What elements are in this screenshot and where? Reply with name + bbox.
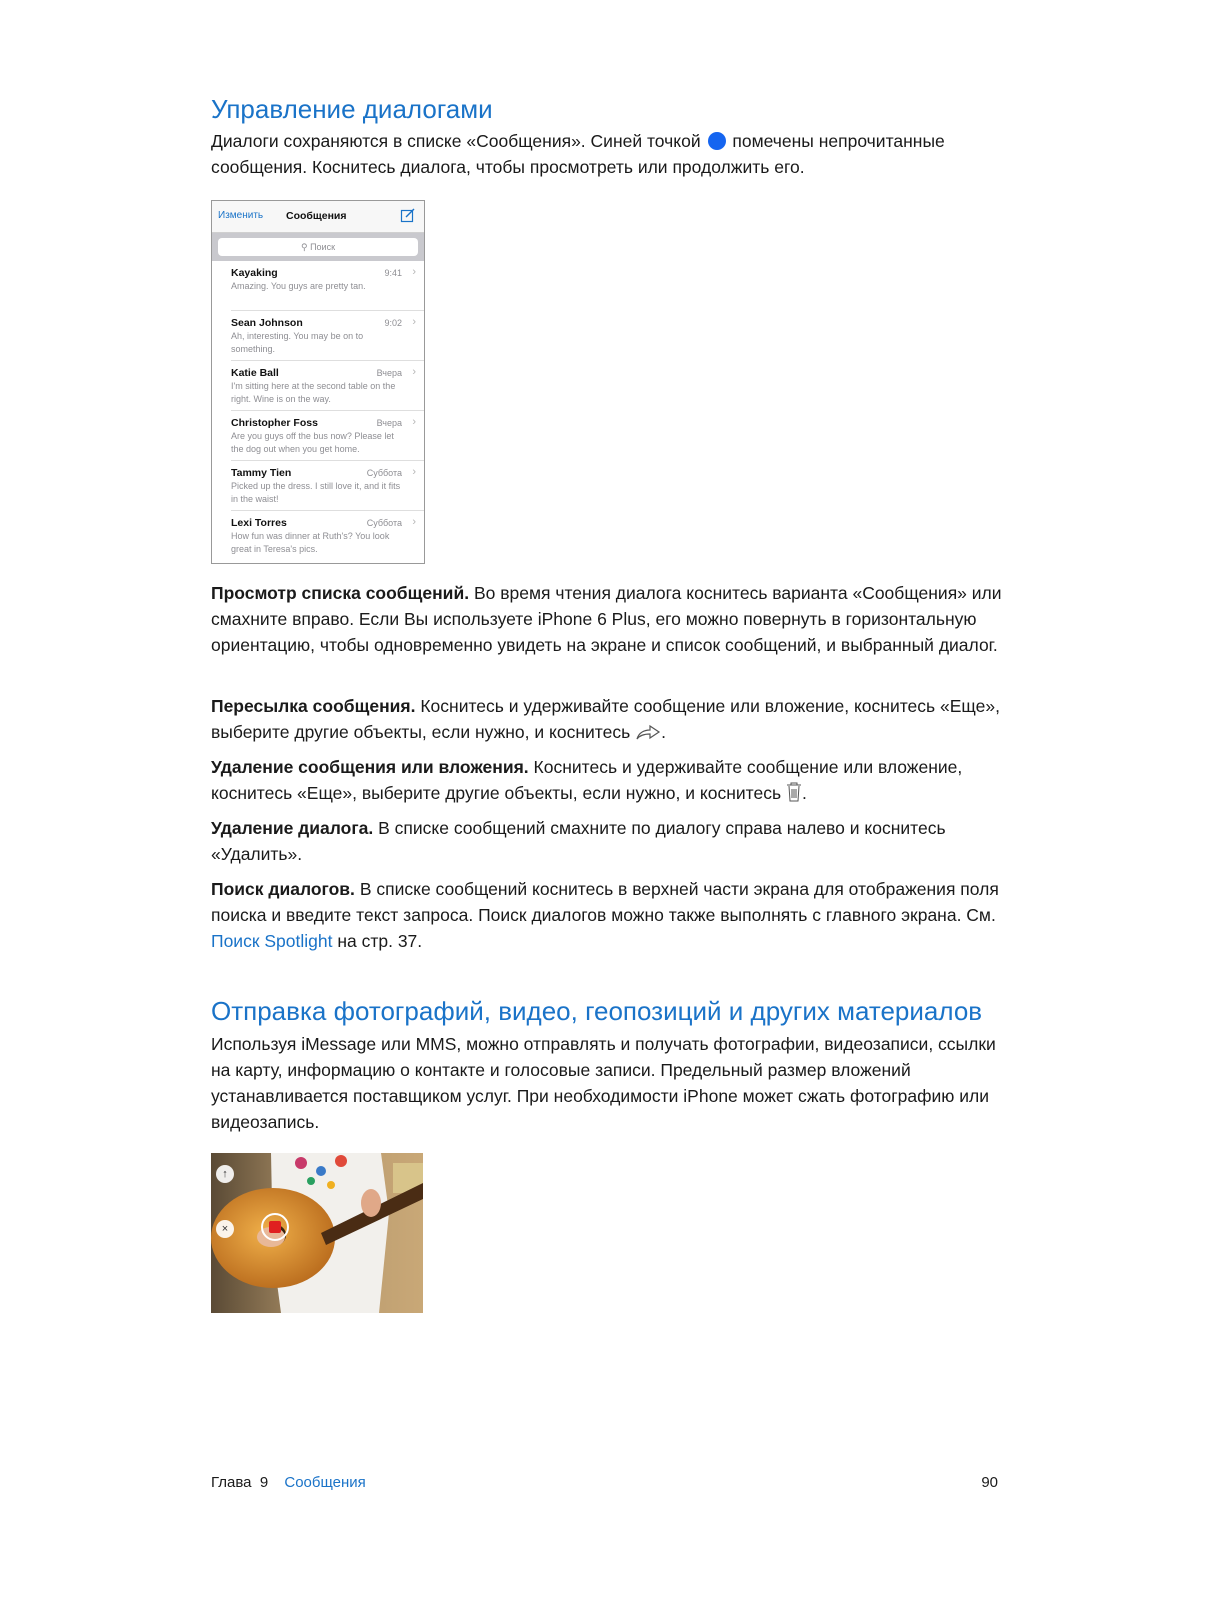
conversation-row[interactable]: [212, 261, 424, 311]
search-icon: ⚲: [300, 242, 308, 252]
section-title: Отправка фотографий, видео, геопозиций и других материалов: [211, 996, 983, 1026]
conversation-preview: Picked up the dress. I still love it, and it fits in the waist!: [231, 481, 401, 504]
conversation-time: Вчера: [376, 418, 402, 428]
trash-icon: [786, 781, 802, 803]
page-footer: [211, 1474, 366, 1491]
page-number: 90: [981, 1474, 998, 1491]
record-stop-icon: [269, 1221, 281, 1233]
chevron-right-icon: ›: [412, 416, 416, 428]
video-capture-photo: [211, 1153, 423, 1313]
footer-section-link[interactable]: Сообщения: [284, 1474, 366, 1491]
conversation-time: 9:02: [384, 318, 402, 328]
section-title: Управление диалогами: [211, 94, 493, 124]
chevron-right-icon: ›: [412, 516, 416, 528]
conversation-time: Суббота: [366, 468, 402, 478]
nav-bar: [212, 201, 424, 233]
conversation-row[interactable]: [212, 461, 424, 511]
conversation-row[interactable]: [212, 361, 424, 411]
unread-dot-icon: [708, 132, 726, 150]
conversation-row[interactable]: [212, 411, 424, 461]
conversation-preview: Amazing. You guys are pretty tan.: [231, 281, 366, 291]
conversation-name: Tammy Tien: [231, 467, 292, 479]
tip-delete-conversation: [211, 815, 1011, 867]
tip-tail: на стр. 37.: [337, 931, 423, 951]
conversation-row[interactable]: [212, 311, 424, 361]
conversation-preview: Ah, interesting. You may be on to something.: [231, 331, 364, 354]
section-paragraph: Используя iMessage или MMS, можно отправлять и получать фотографии, видеозаписи, ссылки на карту, информацию о контакте и голосовые записи. Предельный размер вложений устанавливается поставщиком услуг. При необходимости iPhone может сжать фотографию или видеозапись.: [211, 1034, 996, 1132]
messages-screenshot: [211, 200, 425, 564]
conversation-name: Kayaking: [231, 267, 278, 279]
search-input[interactable]: [218, 238, 418, 256]
footer-chapter: Глава 9: [211, 1474, 269, 1491]
conversation-name: Katie Ball: [231, 367, 279, 379]
edit-button[interactable]: Изменить: [218, 210, 264, 221]
chevron-right-icon: ›: [412, 466, 416, 478]
tip-lead: Удаление сообщения или вложения.: [211, 757, 529, 777]
conversation-row[interactable]: [212, 511, 424, 561]
conversation-time: 9:41: [384, 268, 402, 278]
conversation-preview: I'm sitting here at the second table on the right. Wine is on the way.: [231, 381, 396, 404]
conversation-name: Sean Johnson: [231, 317, 303, 329]
conversation-preview: Are you guys off the bus now? Please let the dog out when you get home.: [231, 431, 394, 454]
tip-lead: Пересылка сообщения.: [211, 696, 416, 716]
close-icon[interactable]: ×: [216, 1220, 234, 1238]
guitar-player-image: [211, 1153, 423, 1313]
tip-search: [211, 876, 1011, 954]
nav-title: Сообщения: [286, 210, 347, 222]
tip-forward: Пересылка сообщения. Коснитесь и удерживайте сообщение или вложение, коснитесь «Еще», выберите другие объекты, если нужно, и коснитесь .: [211, 696, 1000, 742]
conversation-name: Christopher Foss: [231, 417, 318, 429]
tip-text: В списке сообщений коснитесь в верхней части экрана для отображения поля поиска и введите текст запроса. Поиск диалогов можно также выполнять с главного экрана. См.: [211, 879, 999, 925]
tip-delete-message: Удаление сообщения или вложения. Коснитесь и удерживайте сообщение или вложение, коснитесь «Еще», выберите другие объекты, если нужно, и коснитесь .: [211, 757, 963, 803]
compose-icon[interactable]: [400, 207, 416, 223]
search-placeholder: Поиск: [310, 242, 336, 252]
chevron-right-icon: ›: [412, 366, 416, 378]
intro-text-after: помечены непрочитанные сообщения. Коснитесь диалога, чтобы просмотреть или продолжить его.: [211, 131, 945, 177]
tip-text: Во время чтения диалога коснитесь варианта «Сообщения» или смахните вправо. Если Вы используете iPhone 6 Plus, его можно повернуть в горизонтальную ориентацию, чтобы одновременно увидеть на экране и список сообщений, и выбранный диалог.: [211, 583, 1002, 655]
tip-lead: Поиск диалогов.: [211, 879, 355, 899]
spotlight-link[interactable]: Поиск Spotlight: [211, 931, 333, 951]
send-arrow-icon[interactable]: ↑: [216, 1165, 234, 1183]
forward-arrow-icon: [635, 723, 661, 741]
search-bar: [212, 233, 424, 261]
conversation-time: Вчера: [376, 368, 402, 378]
conversation-name: Lexi Torres: [231, 517, 287, 529]
tip-lead: Просмотр списка сообщений.: [211, 583, 470, 603]
conversation-preview: How fun was dinner at Ruth's? You look great in Teresa's pics.: [231, 531, 390, 554]
intro-text-before: Диалоги сохраняются в списке «Сообщения». Синей точкой: [211, 131, 701, 151]
tip-text: В списке сообщений смахните по диалогу справа налево и коснитесь «Удалить».: [211, 818, 946, 864]
chevron-right-icon: ›: [412, 266, 416, 278]
tip-text: Коснитесь и удерживайте сообщение или вложение, коснитесь «Еще», выберите другие объекты, если нужно, и коснитесь: [211, 696, 1000, 742]
intro-paragraph: [211, 128, 1011, 180]
conversation-time: Суббота: [366, 518, 402, 528]
tip-lead: Удаление диалога.: [211, 818, 374, 838]
tip-text: Коснитесь и удерживайте сообщение или вложение, коснитесь «Еще», выберите другие объекты, если нужно, и коснитесь: [211, 757, 963, 803]
chevron-right-icon: ›: [412, 316, 416, 328]
tip-view-list: [211, 580, 1011, 658]
